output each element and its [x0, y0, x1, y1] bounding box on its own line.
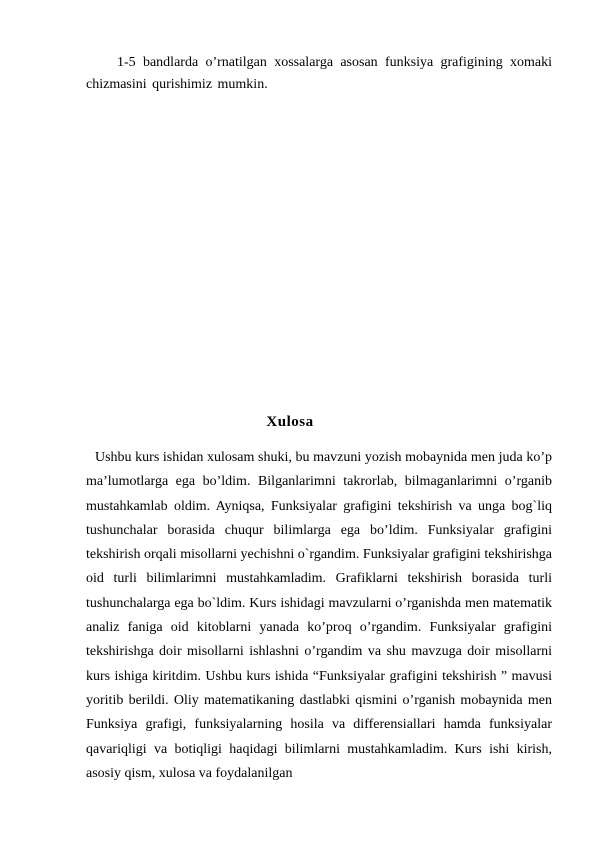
figure-placeholder-area [86, 110, 552, 380]
intro-paragraph: 1-5 bandlarda o’rnatilgan xossalarga asosan funksiya grafigining xomaki chizmasini qurishimiz mumkin. [86, 55, 552, 92]
conclusion-paragraph: Ushbu kurs ishidan xulosam shuki, bu mavzuni yozish mobaynida men juda ko’p ma’lumotlarga ega bo’ldim. Bilganlarimni takrorlab, bilmaganlarimni o’rganib mustahkamlab oldim. Ayniqsa, Funksiyalar grafigini tekshirish va unga bog`liq tushunchalar borasida chuqur bilimlarga ega bo’ldim. Funksiyalar grafigini tekshirish orqali misollarni yechishni o`rgandim. Funksiyalar grafigini tekshirishga oid turli bilimlarimni mustahkamladim. Grafiklarni tekshirish borasida turli tushunchalarga ega bo`ldim. Kurs ishidagi mavzularni o’rganishda men matematik analiz faniga oid kitoblarni yanada ko’proq o’rgandim. Funksiyalar grafigini tekshirishga doir misollarni ishlashni o’rgandim va shu mavzuga doir misollarni kurs ishiga kiritdim. Ushbu kurs ishida “Funksiyalar grafigini tekshirish ” mavusi yoritib berildi. Oliy matematikaning dastlabki qismini o’rganish mobaynida men Funksiya grafigi, funksiyalarning hosila va differensiallari hamda funksiyalar qavariqligi va botiqligi haqidagi bilimlarni mustahkamladim. Kurs ishi kirish, asosiy qism, xulosa va foydalanilgan [86, 450, 552, 781]
section-heading: Xulosa [266, 414, 314, 430]
